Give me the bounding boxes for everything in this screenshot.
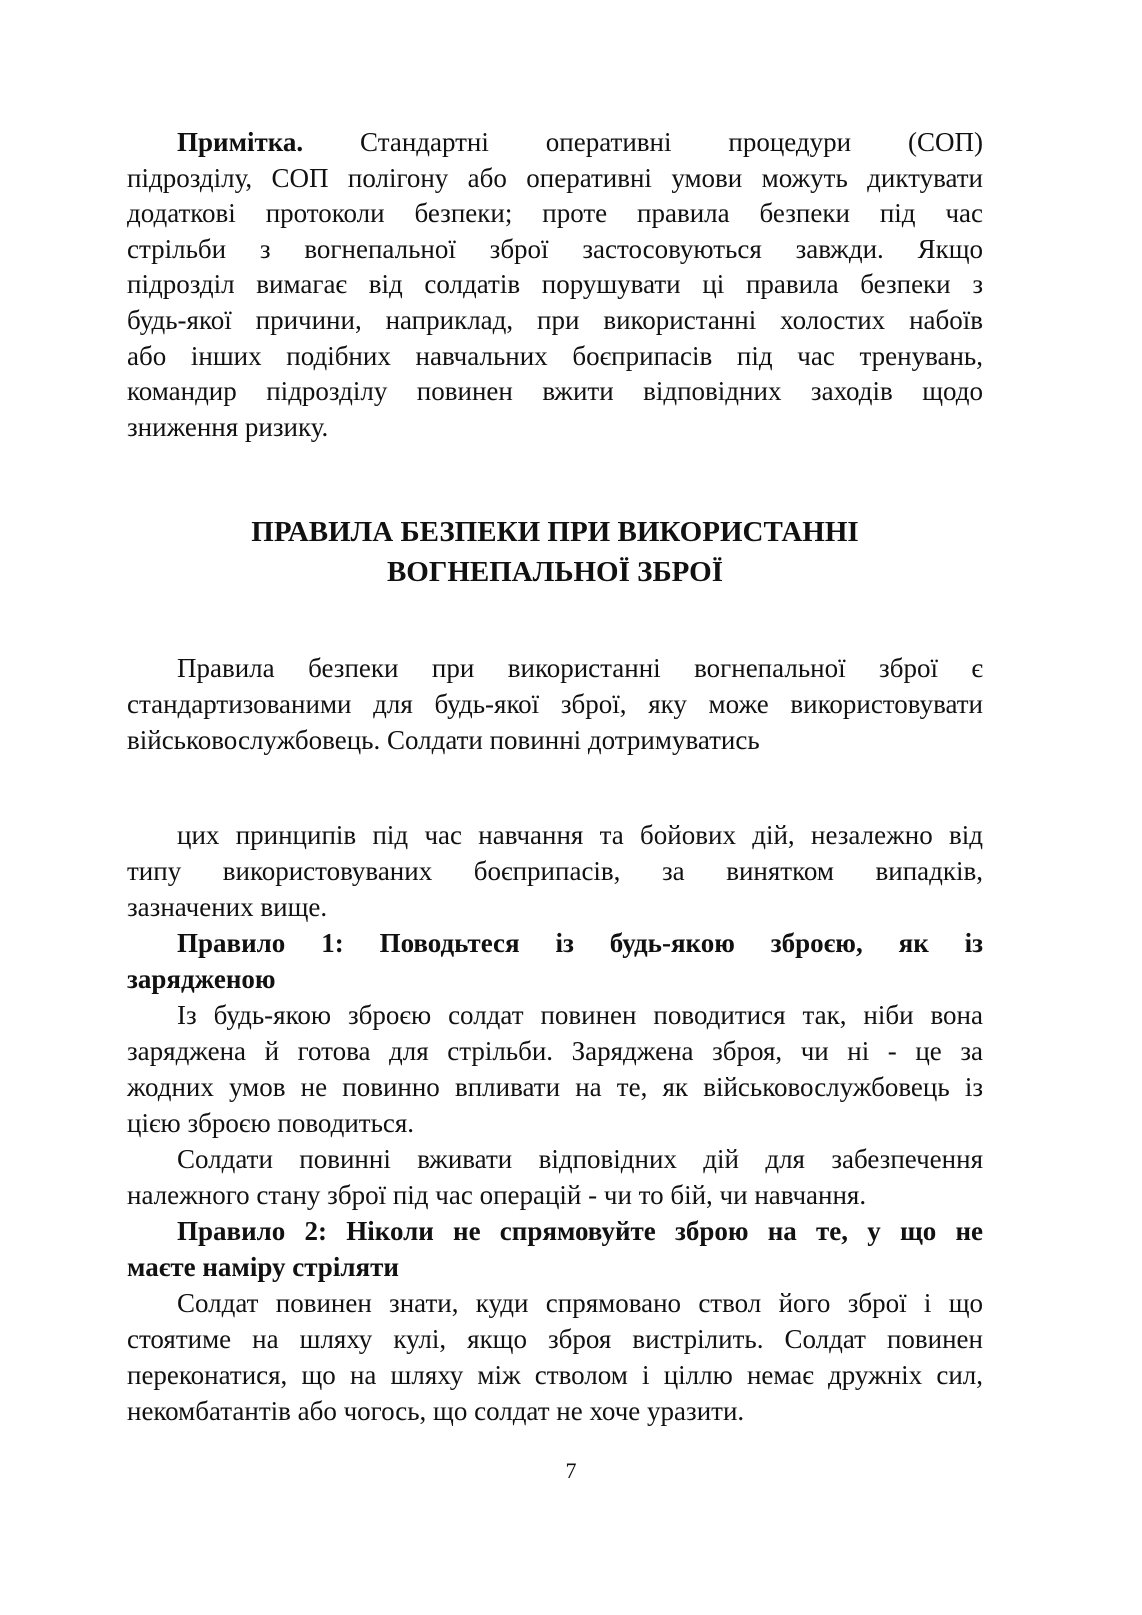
heading-line: ПРАВИЛА БЕЗПЕКИ ПРИ ВИКОРИСТАННІ	[251, 516, 859, 548]
text-line: цією зброєю поводиться.	[127, 1108, 415, 1138]
heading-line: ВОГНЕПАЛЬНОЇ ЗБРОЇ	[386, 556, 724, 588]
text-line: заряджена й готова для стрільби. Заряджена зброя, чи ні - це за	[127, 1036, 983, 1066]
rules-section	[127, 817, 983, 1429]
intro-paragraph	[127, 650, 983, 758]
text-line: стоятиме на шляху кулі, якщо зброя вистрілить. Солдат повинен	[127, 1324, 983, 1354]
rule2-title: маєте наміру стріляти	[127, 1252, 399, 1282]
text-line: Примітка. Стандартні оперативні процедури (СОП)	[177, 127, 983, 157]
rule2-title: Правило 2: Ніколи не спрямовуйте зброю на те, у що не	[177, 1216, 983, 1246]
text-line: Солдат повинен знати, куди спрямовано ствол його зброї і що	[177, 1288, 983, 1318]
text-line: Правила безпеки при використанні вогнепальної зброї є	[177, 653, 983, 683]
text-line: стрільби з вогнепальної зброї застосовуються завжди. Якщо	[127, 233, 983, 264]
note-label: Примітка.	[177, 127, 304, 157]
text-line: цих принципів під час навчання та бойових дій, незалежно від	[177, 820, 983, 850]
text-line: додаткові протоколи безпеки; проте правила безпеки під час	[127, 198, 983, 229]
text-line: Із будь-якою зброєю солдат повинен поводитися так, ніби вона	[177, 1000, 983, 1030]
text-line: будь-якої причини, наприклад, при використанні холостих набоїв	[127, 304, 983, 335]
text-line: зазначених вище.	[127, 892, 328, 922]
text-line: зниження ризику.	[127, 411, 329, 442]
text-line: Солдати повинні вживати відповідних дій для забезпечення	[177, 1144, 983, 1174]
text-line: підрозділ вимагає від солдатів порушувати ці правила безпеки з	[127, 269, 983, 300]
page-number: 7	[565, 1458, 577, 1483]
text-line: підрозділу, СОП полігону або оперативні умови можуть диктувати	[127, 162, 983, 193]
section-heading	[127, 512, 983, 592]
text-line: жодних умов не повинно впливати на те, як військовослужбовець із	[127, 1072, 983, 1102]
rule1-title: зарядженою	[127, 964, 276, 994]
text-line: або інших подібних навчальних боєприпасів під час тренувань,	[127, 340, 983, 371]
text-line: належного стану зброї під час операцій - чи то бій, чи навчання.	[127, 1180, 867, 1210]
note-paragraph	[127, 125, 983, 445]
text-line: військовослужбовець. Солдати повинні дотримуватись	[127, 725, 760, 755]
text-line: типу використовуваних боєприпасів, за винятком випадків,	[127, 856, 983, 886]
text-line: командир підрозділу повинен вжити відповідних заходів щодо	[127, 376, 983, 407]
text-line: стандартизованими для будь-якої зброї, яку може використовувати	[127, 689, 983, 719]
text-line: некомбатантів або чогось, що солдат не хоче уразити.	[127, 1396, 745, 1426]
text-line: переконатися, що на шляху між стволом і ціллю немає дружніх сил,	[127, 1360, 983, 1390]
rule1-title: Правило 1: Поводьтеся із будь-якою зброєю, як із	[177, 928, 983, 958]
